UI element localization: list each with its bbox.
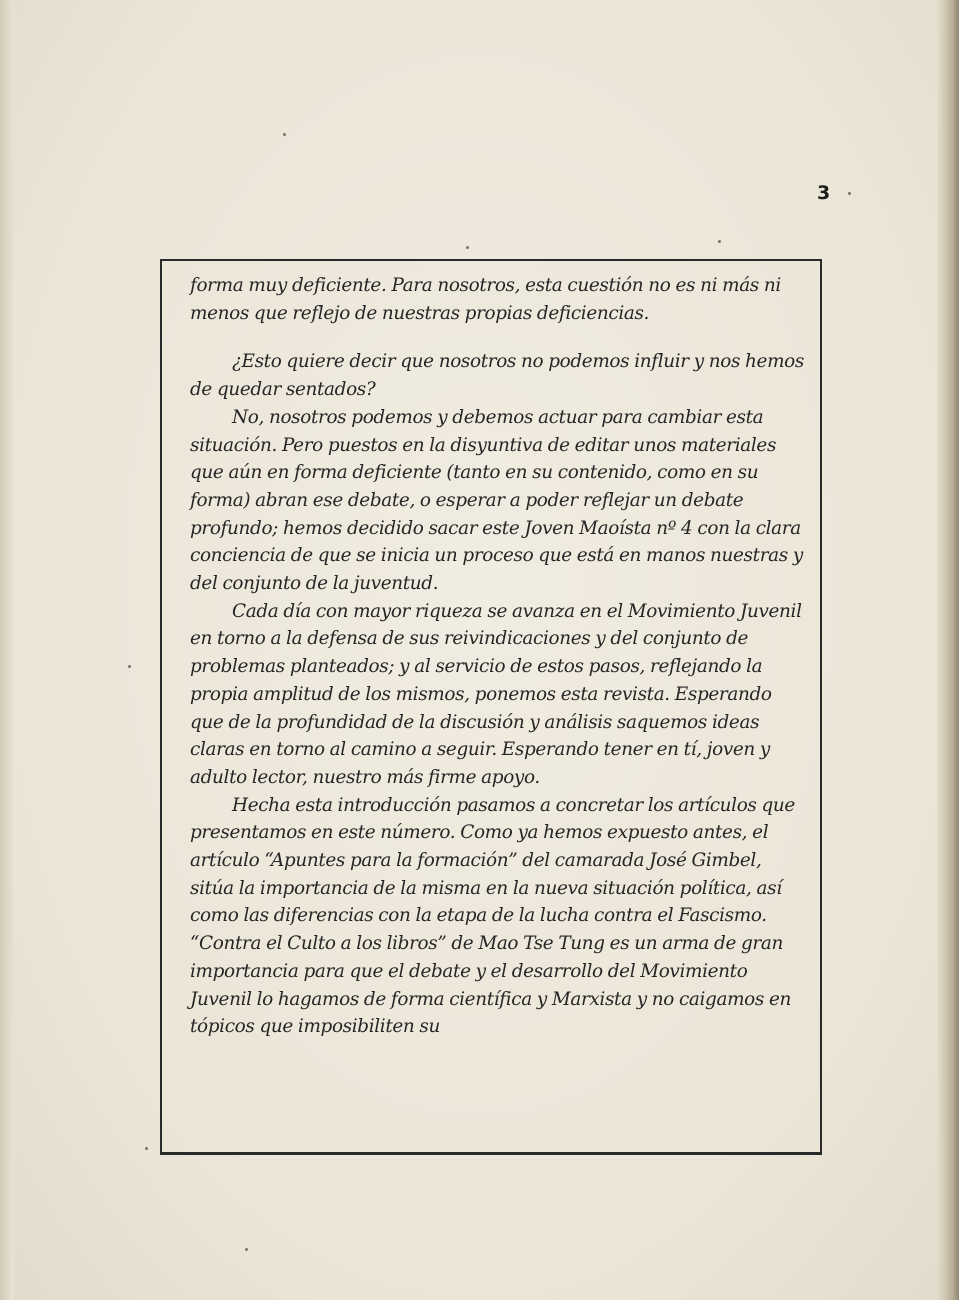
body-text bbox=[190, 272, 805, 1041]
paper-speck bbox=[128, 665, 131, 668]
paragraph-2: ¿Esto quiere decir que nosotros no podemos influir y nos hemos de quedar sentados? bbox=[190, 351, 804, 401]
paragraph-5: Hecha esta introducción pasamos a concretar los artículos que presentamos en este número. Como ya hemos expuesto antes, el artículo “Apuntes para la formación” del camarada José Gimbel, sitúa la importancia de la misma en la nueva situación política, así como las diferencias con la etapa de la lucha contra el Fascismo. “Contra el Culto a los libros” de Mao Tse Tung es un arma de gran importancia para que el debate y el desarrollo del Movimiento Juvenil lo hagamos de forma científica y Marxista y no caigamos en tópicos que imposibiliten su bbox=[190, 794, 795, 1038]
paper-speck bbox=[718, 240, 721, 243]
book-spine-shadow bbox=[0, 0, 14, 1300]
paper-speck bbox=[145, 1147, 148, 1150]
paper-speck bbox=[283, 133, 286, 136]
paper-speck bbox=[245, 1248, 248, 1251]
paragraph-1: forma muy deficiente. Para nosotros, esta cuestión no es ni más ni menos que reflejo de nuestras propias deficiencias. bbox=[190, 275, 781, 324]
paragraph-3: No, nosotros podemos y debemos actuar para cambiar esta situación. Pero puestos en la disyuntiva de editar unos materiales que aún en forma deficiente (tanto en su contenido, como en su forma) abran ese debate, o esperar a poder reflejar un debate profundo; hemos decidido sacar este Joven Maoísta nº 4 con la clara conciencia de que se inicia un proceso que está en manos nuestras y del conjunto de la juventud. bbox=[190, 406, 803, 595]
page-number: 3 bbox=[817, 182, 831, 204]
paper-speck bbox=[466, 246, 469, 249]
paper-speck bbox=[848, 192, 851, 195]
paragraph-4: Cada día con mayor riqueza se avanza en el Movimiento Juvenil en torno a la defensa de sus reivindicaciones y del conjunto de problemas planteados; y al servicio de estos pasos, reflejando la propia amplitud de los mismos, ponemos esta revista. Esperando que de la profundidad de la discusión y análisis saquemos ideas claras en torno al camino a seguir. Esperando tener en tí, joven y adulto lector, nuestro más firme apoyo. bbox=[190, 600, 802, 788]
page-edge-shadow bbox=[937, 0, 959, 1300]
